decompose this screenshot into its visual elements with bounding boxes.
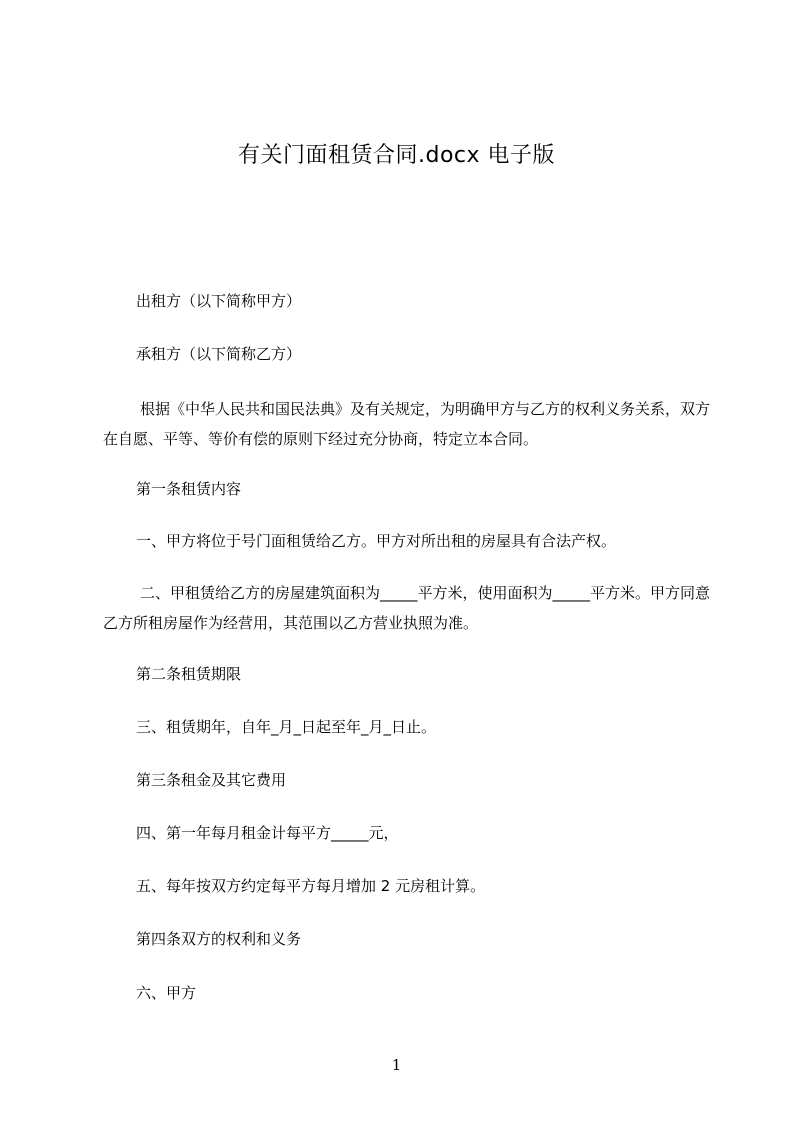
- clause-6: 六、甲方: [136, 984, 197, 1002]
- article-1-heading: 第一条租赁内容: [136, 480, 242, 498]
- clause-1: 一、甲方将位于号门面租赁给乙方。甲方对所出租的房屋具有合法产权。: [136, 532, 617, 550]
- preamble-paragraph: 根据《中华人民共和国民法典》及有关规定，为明确甲方与乙方的权利义务关系，双方在自愿、平等、等价有偿的原则下经过充分协商，特定立本合同。: [103, 400, 711, 448]
- clause-3: 三、租赁期年，自年_月_日起至年_月_日止。: [136, 718, 437, 736]
- article-4-heading: 第四条双方的权利和义务: [136, 930, 302, 948]
- clause-4: 四、第一年每月租金计每平方_____元，: [136, 824, 399, 842]
- clause-2: 二、甲租赁给乙方的房屋建筑面积为_____平方米，使用面积为_____平方米。甲方同意乙方所租房屋作为经营用，其范围以乙方营业执照为准。: [103, 584, 711, 632]
- lessor-line: 出租方（以下简称甲方）: [136, 292, 302, 310]
- clause-5: 五、每年按双方约定每平方每月增加 2 元房租计算。: [136, 877, 486, 895]
- article-3-heading: 第三条租金及其它费用: [136, 771, 287, 789]
- page-title: 有关门面租赁合同.docx 电子版: [237, 143, 556, 168]
- article-2-heading: 第二条租赁期限: [136, 665, 242, 683]
- lessee-line: 承租方（以下简称乙方）: [136, 345, 302, 363]
- page-number: 1: [391, 1056, 402, 1074]
